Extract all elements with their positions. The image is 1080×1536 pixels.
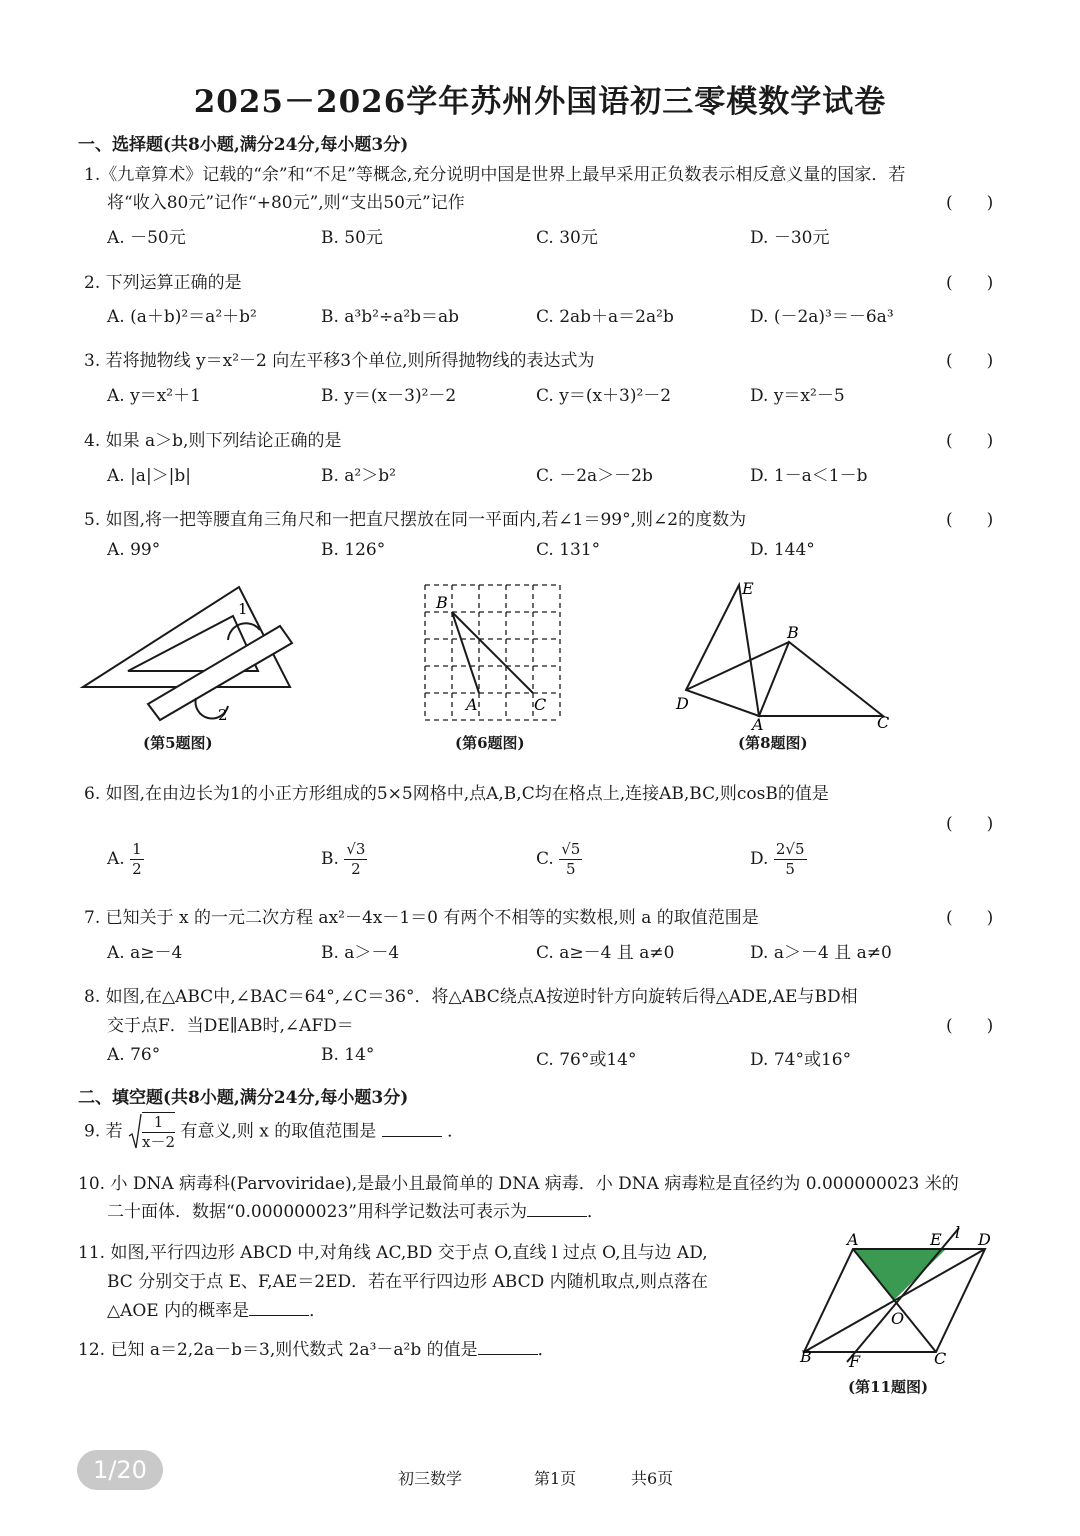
q9-suffix: 有意义,则 x 的取值范围是 <box>180 1121 377 1142</box>
q7-option-d: D. a＞－4 且 a≠0 <box>750 943 892 963</box>
q8-option-b: B. 14° <box>321 1045 375 1065</box>
q9-prefix: 9. 若 <box>84 1121 123 1142</box>
frac-numerator: 1 <box>132 840 142 858</box>
q8-option-d: D. 74°或16° <box>750 1050 852 1070</box>
q11-stem-line1: 11. 如图,平行四边形 ABCD 中,对角线 AC,BD 交于点 O,直线 l 过点 O,且与边 AD, <box>78 1243 708 1263</box>
q5-option-b: B. 126° <box>321 540 386 560</box>
fig8-triangle-ade <box>686 585 759 716</box>
q9-end: ． <box>447 1121 465 1142</box>
fig8-caption: (第8题图) <box>738 734 808 752</box>
q6-answer-paren: ( ) <box>946 814 994 834</box>
fig11-label-a: A <box>847 1230 859 1249</box>
q4-answer-paren: ( ) <box>946 431 994 451</box>
q4-option-b: B. a²＞b² <box>321 466 396 486</box>
q11-end: ． <box>309 1301 327 1321</box>
q1-answer-paren: ( ) <box>946 193 994 213</box>
frac-denominator: 2 <box>132 860 142 878</box>
q6-option-c-fraction <box>559 840 582 879</box>
q12-end: ． <box>537 1340 555 1360</box>
fig5-caption: (第5题图) <box>143 734 213 752</box>
q8-stem-line2: 交于点F．当DE∥AB时,∠AFD＝ <box>107 1016 354 1036</box>
q9-stem <box>84 1112 464 1152</box>
footer-subject: 初三数学 <box>398 1469 463 1488</box>
q5-option-a: A. 99° <box>107 540 161 560</box>
q10-stem-line1: 10. 小 DNA 病毒科(Parvoviridae),是最小且最简单的 DNA 病毒．小 DNA 病毒粒是直径约为 0.000000023 米的 <box>78 1174 959 1194</box>
frac-numerator: √5 <box>561 840 581 858</box>
q3-answer-paren: ( ) <box>946 351 994 371</box>
sqrt-sign-icon <box>128 1112 142 1152</box>
frac-numerator: 2√5 <box>775 840 805 858</box>
q12-stem <box>78 1335 555 1360</box>
q11-answer-blank[interactable] <box>249 1301 309 1316</box>
fig8-triangle-abc <box>759 642 883 716</box>
figure-11 <box>795 1222 1010 1372</box>
fig8-label-c: C <box>877 713 890 732</box>
q8-option-a: A. 76° <box>107 1045 161 1065</box>
q5-stem: 5. 如图,将一把等腰直角三角尺和一把直尺摆放在同一平面内,若∠1＝99°,则∠2的度数为 <box>84 510 747 530</box>
footer-total: 共6页 <box>631 1469 674 1488</box>
q1-option-b: B. 50元 <box>321 228 383 248</box>
q2-option-b: B. a³b²÷a²b＝ab <box>321 307 460 327</box>
section-choice-heading: 一、选择题(共8小题,满分24分,每小题3分) <box>78 135 409 155</box>
page-counter-badge[interactable]: 1/20 <box>77 1450 163 1490</box>
frac-numerator: 1 <box>142 1113 175 1133</box>
section-fill-heading: 二、填空题(共8小题,满分24分,每小题3分) <box>78 1088 409 1108</box>
fig5-angle1-arc <box>228 623 260 640</box>
fig6-segment-bc <box>452 612 533 693</box>
q4-stem: 4. 如果 a＞b,则下列结论正确的是 <box>84 431 342 451</box>
q1-option-a: A. －50元 <box>107 228 186 248</box>
fig8-segment-bd <box>686 642 789 690</box>
q7-stem: 7. 已知关于 x 的一元二次方程 ax²－4x－1＝0 有两个不相等的实数根,则 a 的取值范围是 <box>84 908 759 928</box>
fig8-label-d: D <box>676 694 689 713</box>
q6-option-a-letter: A. <box>107 849 125 869</box>
q2-answer-paren: ( ) <box>946 273 994 293</box>
q11-stem-line2: BC 分别交于点 E、F,AE＝2ED．若在平行四边形 ABCD 内随机取点,则点落在 <box>107 1272 709 1292</box>
q1-option-d: D. －30元 <box>750 228 830 248</box>
q10-line2-text: 二十面体．数据“0.000000023”用科学记数法可表示为 <box>107 1202 527 1222</box>
q8-stem-line1: 8. 如图,在△ABC中,∠BAC＝64°,∠C＝36°．将△ABC绕点A按逆时针方向旋转后得△ADE,AE与BD相 <box>84 987 858 1007</box>
q10-end: ． <box>586 1202 604 1222</box>
fig5-label-2: 2 <box>218 706 228 724</box>
q10-answer-blank[interactable] <box>527 1202 587 1217</box>
fig11-label-d: D <box>978 1230 991 1249</box>
q8-answer-paren: ( ) <box>946 1016 994 1036</box>
fig11-label-l: l <box>955 1223 961 1242</box>
frac-denominator: x－2 <box>142 1133 176 1151</box>
q2-option-d: D. (－2a)³＝－6a³ <box>750 307 894 327</box>
q9-fraction <box>142 1112 175 1152</box>
page-title: 2025－2026学年苏州外国语初三零模数学试卷 <box>193 84 887 120</box>
q1-stem-line1: 1.《九章算术》记载的“余”和“不足”等概念,充分说明中国是世界上最早采用正负数表示相反意义量的国家．若 <box>84 165 906 185</box>
q11-line3-text: △AOE 内的概率是 <box>107 1301 250 1321</box>
q3-option-c: C. y＝(x＋3)²－2 <box>536 386 672 406</box>
frac-denominator: 2 <box>351 860 361 878</box>
q6-option-a-fraction <box>130 840 144 879</box>
q5-option-c: C. 131° <box>536 540 601 560</box>
q6-option-d-letter: D. <box>750 849 769 869</box>
q6-option-d-fraction <box>774 840 807 879</box>
figure-8 <box>670 572 900 734</box>
q6-option-c-letter: C. <box>536 849 554 869</box>
q12-answer-blank[interactable] <box>478 1340 538 1355</box>
q6-option-d <box>750 840 807 879</box>
fig11-label-b: B <box>800 1347 812 1366</box>
fig8-label-b: B <box>787 623 799 642</box>
q6-option-b-fraction <box>344 840 367 879</box>
q6-option-c <box>536 840 582 879</box>
fig11-shaded-triangle-aoe <box>853 1249 946 1300</box>
q6-stem: 6. 如图,在由边长为1的小正方形组成的5×5网格中,点A,B,C均在格点上,连接AB,BC,则cosB的值是 <box>84 784 829 804</box>
fig11-caption: (第11题图) <box>848 1378 929 1396</box>
fig5-label-1: 1 <box>238 600 248 618</box>
q9-answer-blank[interactable] <box>382 1122 442 1137</box>
q1-option-c: C. 30元 <box>536 228 598 248</box>
fig8-label-e: E <box>742 579 754 598</box>
fig8-label-a: A <box>752 715 764 734</box>
fig6-label-a: A <box>466 695 478 714</box>
frac-numerator: √3 <box>346 840 366 858</box>
q6-option-b <box>321 840 367 879</box>
q7-option-b: B. a＞－4 <box>321 943 400 963</box>
q3-option-d: D. y＝x²－5 <box>750 386 845 406</box>
q8-option-c: C. 76°或14° <box>536 1050 637 1070</box>
q10-stem-line2 <box>107 1197 604 1222</box>
q4-option-d: D. 1－a＜1－b <box>750 466 868 486</box>
fig11-label-f: F <box>849 1352 861 1371</box>
q2-stem: 2. 下列运算正确的是 <box>84 273 242 293</box>
q7-answer-paren: ( ) <box>946 908 994 928</box>
q4-option-a: A. |a|＞|b| <box>107 466 192 486</box>
footer-page: 第1页 <box>534 1469 577 1488</box>
q5-option-d: D. 144° <box>750 540 815 560</box>
q3-stem: 3. 若将抛物线 y＝x²－2 向左平移3个单位,则所得抛物线的表达式为 <box>84 351 595 371</box>
q12-text: 12. 已知 a＝2,2a－b＝3,则代数式 2a³－a²b 的值是 <box>78 1340 478 1360</box>
frac-denominator: 5 <box>566 860 576 878</box>
frac-denominator: 5 <box>785 860 795 878</box>
figure-5 <box>78 580 298 730</box>
fig11-label-c: C <box>934 1349 947 1368</box>
fig11-label-e: E <box>930 1230 942 1249</box>
q2-option-a: A. (a＋b)²＝a²＋b² <box>107 307 257 327</box>
figure-6 <box>416 578 576 728</box>
fig11-label-o: O <box>891 1309 905 1328</box>
q11-stem-line3 <box>107 1296 326 1321</box>
q3-option-a: A. y＝x²＋1 <box>107 386 201 406</box>
q9-sqrt <box>128 1112 175 1152</box>
q7-option-a: A. a≥－4 <box>107 943 183 963</box>
q1-stem-line2: 将“收入80元”记作“+80元”,则“支出50元”记作 <box>107 193 465 213</box>
fig6-label-c: C <box>534 695 547 714</box>
q6-option-b-letter: B. <box>321 849 339 869</box>
fig6-caption: (第6题图) <box>455 734 525 752</box>
q7-option-c: C. a≥－4 且 a≠0 <box>536 943 675 963</box>
q4-option-c: C. －2a＞－2b <box>536 466 653 486</box>
fig6-label-b: B <box>436 593 448 612</box>
q3-option-b: B. y＝(x－3)²－2 <box>321 386 457 406</box>
q2-option-c: C. 2ab＋a＝2a²b <box>536 307 674 327</box>
q5-answer-paren: ( ) <box>946 510 994 530</box>
q6-option-a <box>107 840 144 879</box>
